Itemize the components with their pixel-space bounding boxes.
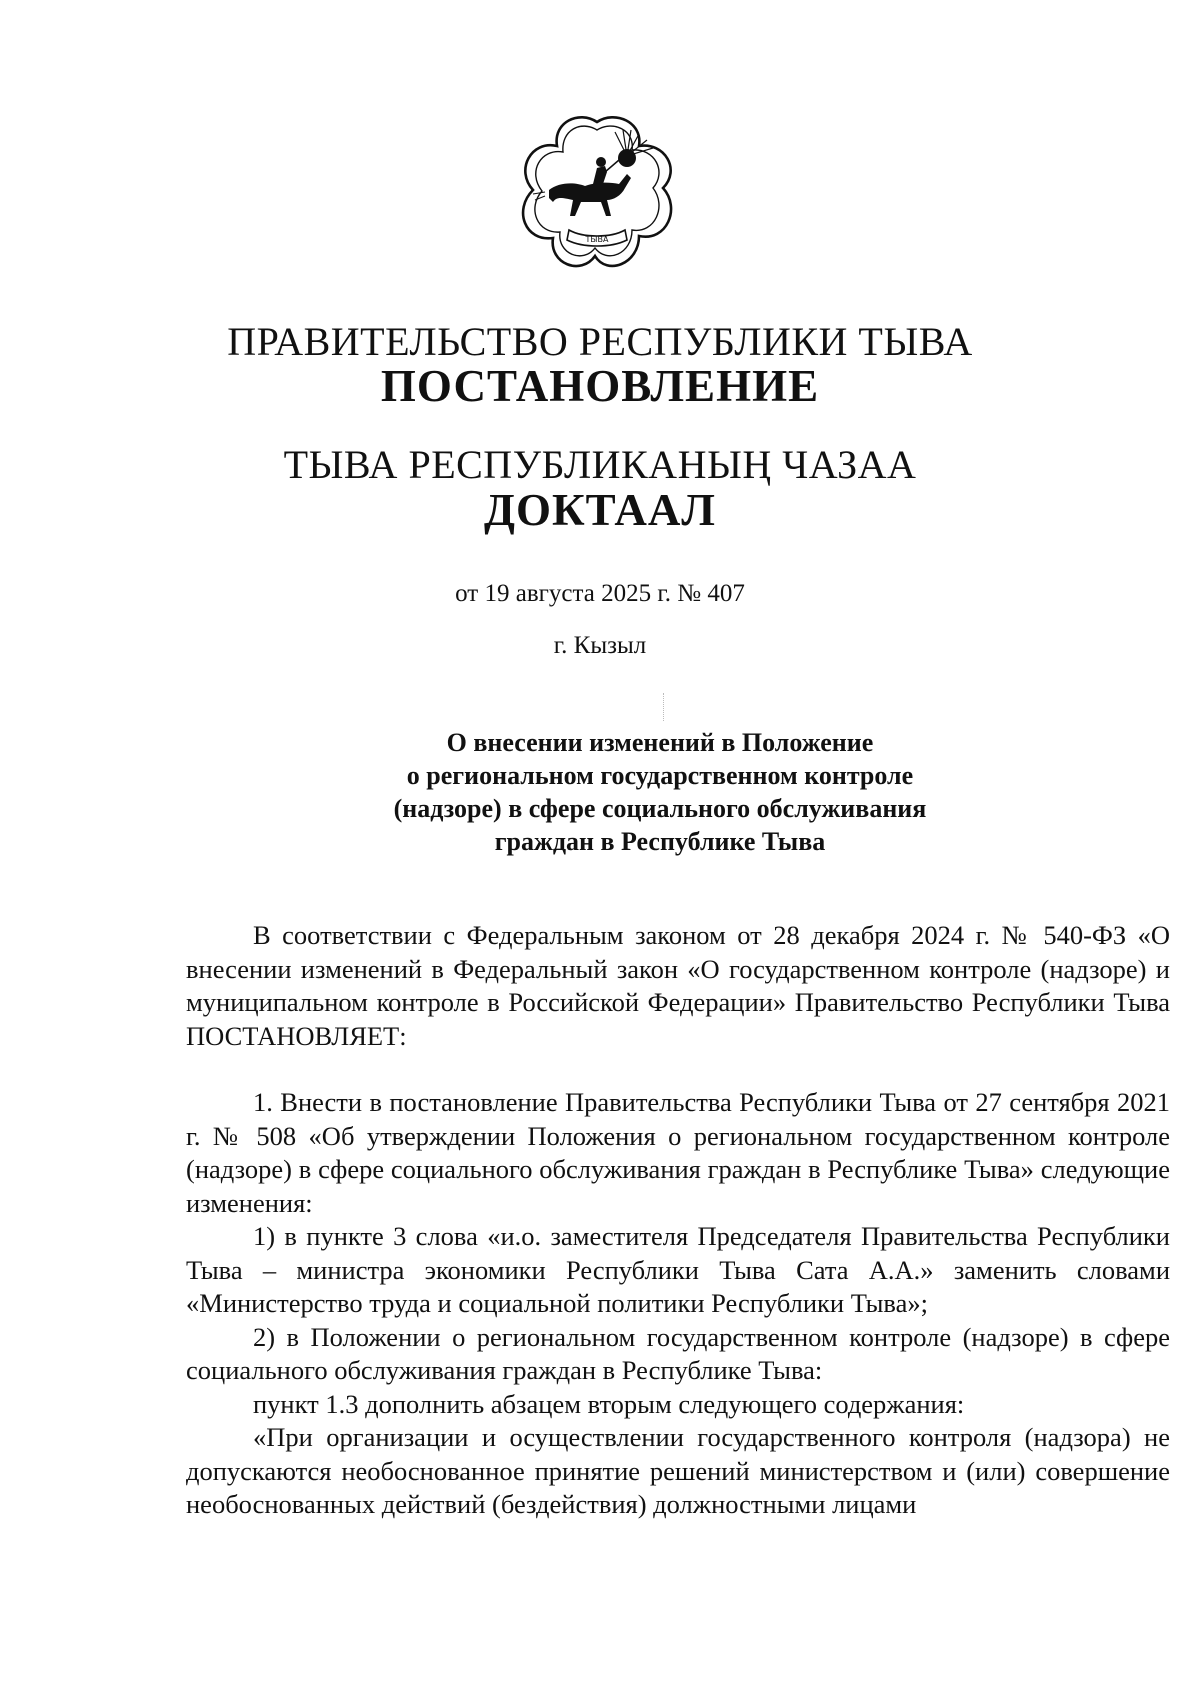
title-line: О внесении изменений в Положение [446, 728, 874, 757]
body-paragraph: «При организации и осуществлении государственного контроля (надзора) не допускаются необоснованное принятие решений министерством и (или) совершение необоснованных действий (бездействия) должностными лицами [186, 1422, 1170, 1519]
body-paragraph: 1. Внести в постановление Правительства Республики Тыва от 27 сентября 2021 г. № 508 «Об утверждении Положения о региональном государственном контроле (надзоре) в сфере социального обслуживания граждан в Республике Тыва» следующие изменения: [186, 1087, 1170, 1218]
tuva-emblem-icon [515, 112, 680, 277]
scan-mark [663, 693, 665, 721]
government-name-ru: ПРАВИТЕЛЬСТВО РЕСПУБЛИКИ ТЫВА [227, 319, 973, 364]
decree-city: г. Кызыл [553, 632, 647, 659]
preamble-paragraph: В соответствии с Федеральным законом от 28 декабря 2024 г. № 540-ФЗ «О внесении изменений в Федеральный закон «О государственном контроле (надзоре) и муниципальном контроле в Российской Федерации» Правительство Республики Тыва ПОСТАНОВЛЯЕТ: [186, 920, 1170, 1051]
body-paragraph: 2) в Положении о региональном государственном контроле (надзоре) в сфере социального обслуживания граждан в Республике Тыва: [186, 1321, 1170, 1385]
decree-date-number: от 19 августа 2025 г. № 407 [455, 580, 745, 607]
body-paragraph: 1) в пункте 3 слова «и.о. заместителя Председателя Правительства Республики Тыва – министра экономики Республики Тыва Сата А.А.» заменить словами «Министерство труда и социальной политики Республики Тыва»; [186, 1221, 1170, 1318]
title-line: (надзоре) в сфере социального обслуживания [393, 794, 927, 823]
document-title [300, 726, 1020, 858]
document-body [186, 919, 1170, 1522]
title-line: граждан в Республике Тыва [494, 827, 826, 856]
government-name-tyv: ТЫВА РЕСПУБЛИКАНЫҢ ЧАЗАА [283, 442, 917, 487]
body-paragraph: пункт 1.3 дополнить абзацем вторым следующего содержания: [253, 1388, 965, 1419]
title-line: о региональном государственном контроле [406, 761, 914, 790]
decree-heading-tyv: ДОКТААЛ [484, 485, 716, 535]
svg-text:ТЫВА: ТЫВА [585, 235, 609, 244]
decree-heading-ru: ПОСТАНОВЛЕНИЕ [380, 361, 820, 411]
